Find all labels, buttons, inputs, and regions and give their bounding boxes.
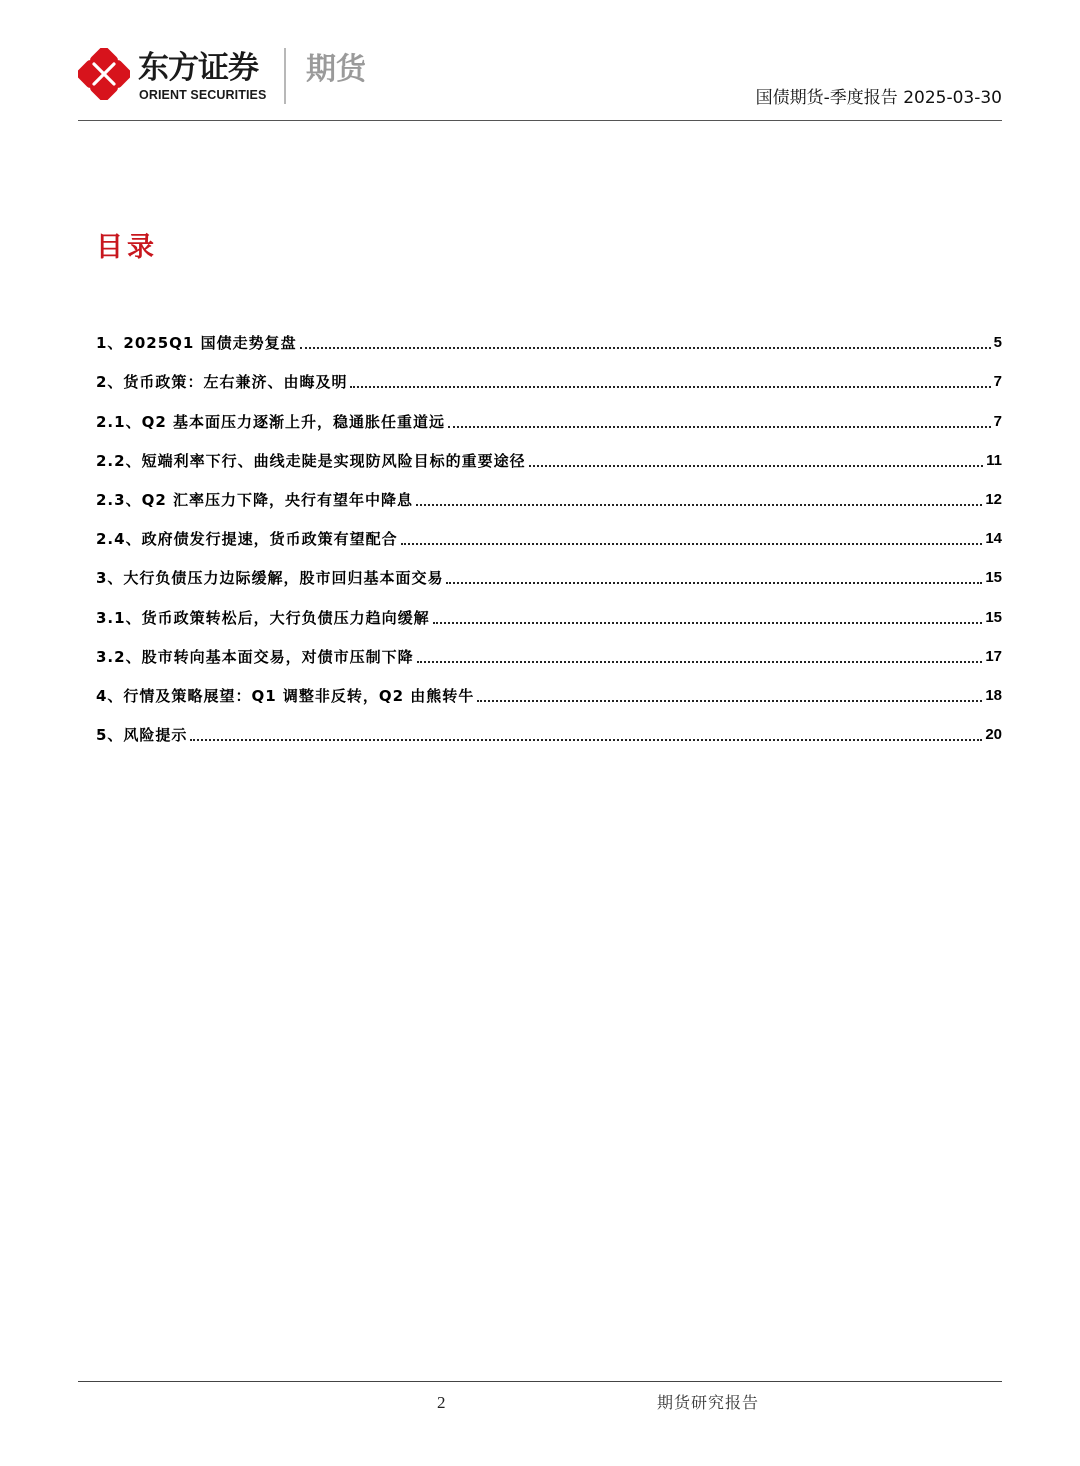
toc-entry-label: 4、行情及策略展望：Q1 调整非反转，Q2 由熊转牛 — [96, 686, 475, 705]
toc-entry-label: 1、2025Q1 国债走势复盘 — [96, 334, 297, 353]
report-type-label: 期货研究报告 — [657, 1393, 760, 1412]
toc-entry-label: 2、货币政策：左右兼济、由晦及明 — [96, 373, 348, 392]
toc-entry[interactable] — [96, 629, 1002, 668]
toc-entry-page: 5 — [993, 334, 1002, 352]
toc-entry-label: 3、大行负债压力边际缓解，股市回归基本面交易 — [96, 569, 444, 588]
toc-entry-label: 2.3、Q2 汇率压力下降，央行有望年中降息 — [96, 490, 413, 509]
toc-entry-label: 3.1、货币政策转松后，大行负债压力趋向缓解 — [96, 608, 430, 627]
toc-entry-page: 7 — [993, 412, 1002, 430]
toc-entry[interactable] — [96, 315, 1002, 354]
toc-leader-dots — [448, 426, 991, 428]
toc-leader-dots — [190, 739, 982, 741]
toc-entry-page: 12 — [985, 490, 1002, 508]
toc-title: 目录 — [96, 232, 158, 263]
report-title: 国债期货-季度报告 2025-03-30 — [755, 88, 1002, 108]
table-of-contents — [96, 315, 1002, 746]
toc-leader-dots — [477, 700, 982, 702]
toc-entry-page: 11 — [986, 451, 1002, 469]
toc-entry[interactable] — [96, 511, 1002, 550]
toc-entry-page: 20 — [985, 726, 1002, 744]
toc-entry[interactable] — [96, 550, 1002, 589]
toc-entry[interactable] — [96, 393, 1002, 432]
brand-name-cn: 东方证券 — [138, 50, 258, 86]
toc-entry[interactable] — [96, 707, 1002, 746]
toc-entry-page: 7 — [993, 373, 1002, 391]
toc-entry-page: 15 — [985, 569, 1002, 587]
toc-leader-dots — [350, 386, 990, 388]
toc-entry[interactable] — [96, 354, 1002, 393]
header-rule — [78, 120, 1002, 121]
toc-leader-dots — [446, 582, 982, 584]
toc-entry-page: 15 — [985, 608, 1002, 626]
toc-entry[interactable] — [96, 589, 1002, 628]
toc-leader-dots — [529, 465, 984, 467]
toc-entry-page: 14 — [985, 530, 1002, 548]
toc-entry-label: 2.4、政府债发行提速，货币政策有望配合 — [96, 530, 398, 549]
footer-rule — [78, 1381, 1002, 1382]
toc-leader-dots — [401, 543, 983, 545]
page-header — [78, 40, 1002, 122]
toc-entry-label: 2.1、Q2 基本面压力逐渐上升，稳通胀任重道远 — [96, 412, 445, 431]
brand-name-en: ORIENT SECURITIES — [139, 88, 267, 102]
page-number: 2 — [437, 1393, 446, 1412]
toc-leader-dots — [433, 622, 983, 624]
toc-leader-dots — [416, 504, 982, 506]
toc-entry-page: 17 — [985, 647, 1002, 665]
toc-entry-page: 18 — [985, 686, 1002, 704]
logo-divider — [284, 48, 286, 104]
toc-entry[interactable] — [96, 668, 1002, 707]
toc-leader-dots — [300, 347, 991, 349]
orient-securities-logo-icon — [78, 48, 130, 100]
toc-entry-label: 2.2、短端利率下行、曲线走陡是实现防风险目标的重要途径 — [96, 451, 526, 470]
toc-entry-label: 5、风险提示 — [96, 726, 188, 745]
brand-subdivision: 期货 — [306, 52, 366, 87]
toc-entry[interactable] — [96, 433, 1002, 472]
toc-entry[interactable] — [96, 472, 1002, 511]
toc-leader-dots — [417, 661, 983, 663]
toc-entry-label: 3.2、股市转向基本面交易，对债市压制下降 — [96, 647, 414, 666]
